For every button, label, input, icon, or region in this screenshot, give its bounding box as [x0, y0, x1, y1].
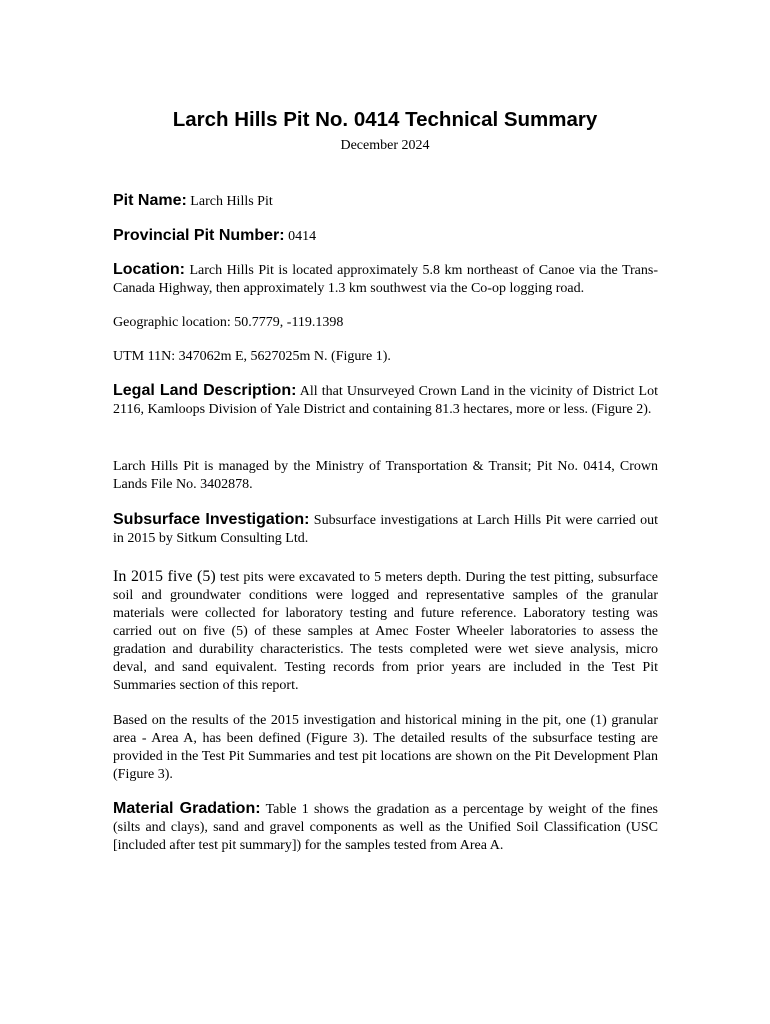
subsurface-text: Subsurface investigations at Larch Hills Pit were carried out in 2015 by Sitkum Consulting Ltd.	[113, 513, 658, 546]
pit-number-label: Provincial Pit Number:	[113, 227, 285, 244]
geographic-location: Geographic location: 50.7779, -119.1398	[113, 315, 344, 330]
material-gradation-paragraph	[113, 800, 658, 855]
pit-name-value: Larch Hills Pit	[190, 194, 273, 209]
test-pits-lead: In 2015 five (5)	[113, 568, 216, 585]
pit-number-value: 0414	[288, 229, 317, 244]
legal-land-paragraph	[113, 382, 658, 419]
material-gradation-label: Material Gradation:	[113, 800, 261, 817]
pit-number-line	[113, 227, 658, 246]
subsurface-label: Subsurface Investigation:	[113, 511, 310, 528]
location-text: Larch Hills Pit is located approximately 5.8 km northeast of Canoe via the Trans-Canada Highway, then approximately 1.3 km southwest via the Co-op logging road.	[113, 263, 659, 296]
subsurface-paragraph	[113, 511, 658, 548]
pit-name-label: Pit Name:	[113, 192, 187, 209]
document-title: Larch Hills Pit No. 0414 Technical Summary	[172, 108, 598, 131]
test-pits-paragraph	[113, 568, 658, 695]
legal-land-text: All that Unsurveyed Crown Land in the vicinity of District Lot 2116, Kamloops Division of Yale District and containing 81.3 hectares, more or less. (Figure 2).	[113, 384, 658, 417]
utm-coordinates: UTM 11N: 347062m E, 5627025m N. (Figure 1).	[113, 349, 391, 364]
material-gradation-text: Table 1 shows the gradation as a percentage by weight of the fines (silts and clays), sand and gravel components as well as the Unified Soil Classification (USC [included after test pit summary]) for the samples tested from Area A.	[113, 802, 659, 853]
location-paragraph	[113, 261, 658, 298]
pit-name-line	[113, 192, 658, 211]
results-paragraph: Based on the results of the 2015 investigation and historical mining in the pit, one (1) granular area - Area A, has been defined (Figure 3). The detailed results of the subsurface testing are provided in the Test Pit Summaries and test pit locations are shown on the Pit Development Plan (Figure 3).	[113, 713, 658, 782]
managed-by-paragraph: Larch Hills Pit is managed by the Ministry of Transportation & Transit; Pit No. 0414, Crown Lands File No. 3402878.	[113, 459, 658, 492]
location-label: Location:	[113, 261, 185, 278]
legal-land-label: Legal Land Description:	[113, 382, 297, 399]
document-date: December 2024	[340, 138, 430, 153]
test-pits-text: test pits were excavated to 5 meters depth. During the test pitting, subsurface soil and groundwater conditions were logged and representative samples of the granular materials were collected for laboratory testing and future reference. Laboratory testing was carried out on five (5) of these samples at Amec Foster Wheeler laboratories to assess the gradation and durability characteristics. The tests completed were wet sieve analysis, micro deval, and sand equivalent. Testing records from prior years are included in the Test Pit Summaries section of this report.	[113, 570, 659, 693]
